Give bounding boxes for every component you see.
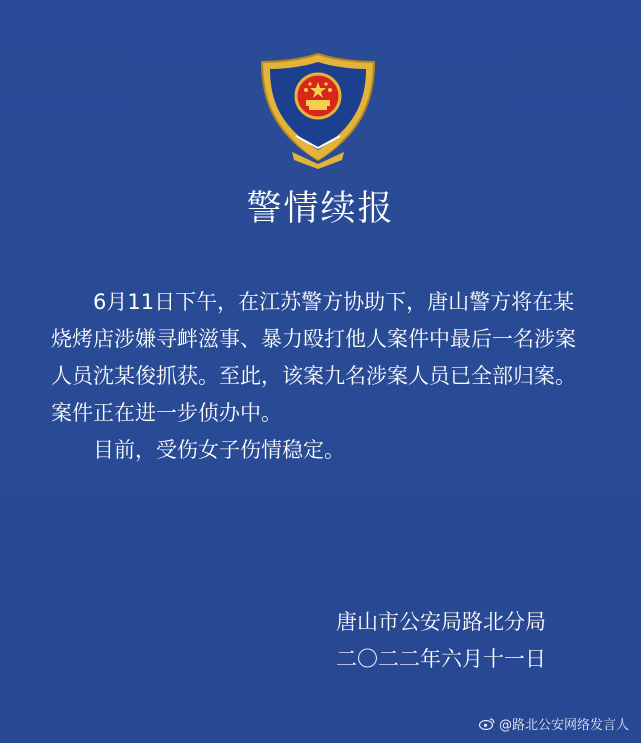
watermark-text: @路北公安网络发言人 [498, 718, 629, 733]
issuer-name: 唐山市公安局路北分局 [336, 610, 546, 634]
police-emblem-icon [256, 52, 380, 170]
notice-title: 警情续报 [246, 189, 395, 229]
weibo-icon [479, 717, 495, 730]
weibo-watermark [479, 714, 629, 733]
notice-body [51, 284, 591, 469]
issue-date: 二〇二二年六月十一日 [336, 647, 546, 671]
notice-signature [266, 604, 546, 678]
notice-paragraph: 目前，受伤女子伤情稳定。 [93, 438, 345, 462]
notice-paragraph: 6月11日下午，在江苏警方协助下，唐山警方将在某烧烤店涉嫌寻衅滋事、暴力殴打他人案件中最后一名涉案人员沈某俊抓获。至此，该案九名涉案人员已全部归案。案件正在进一步侦办中。 [51, 290, 576, 425]
